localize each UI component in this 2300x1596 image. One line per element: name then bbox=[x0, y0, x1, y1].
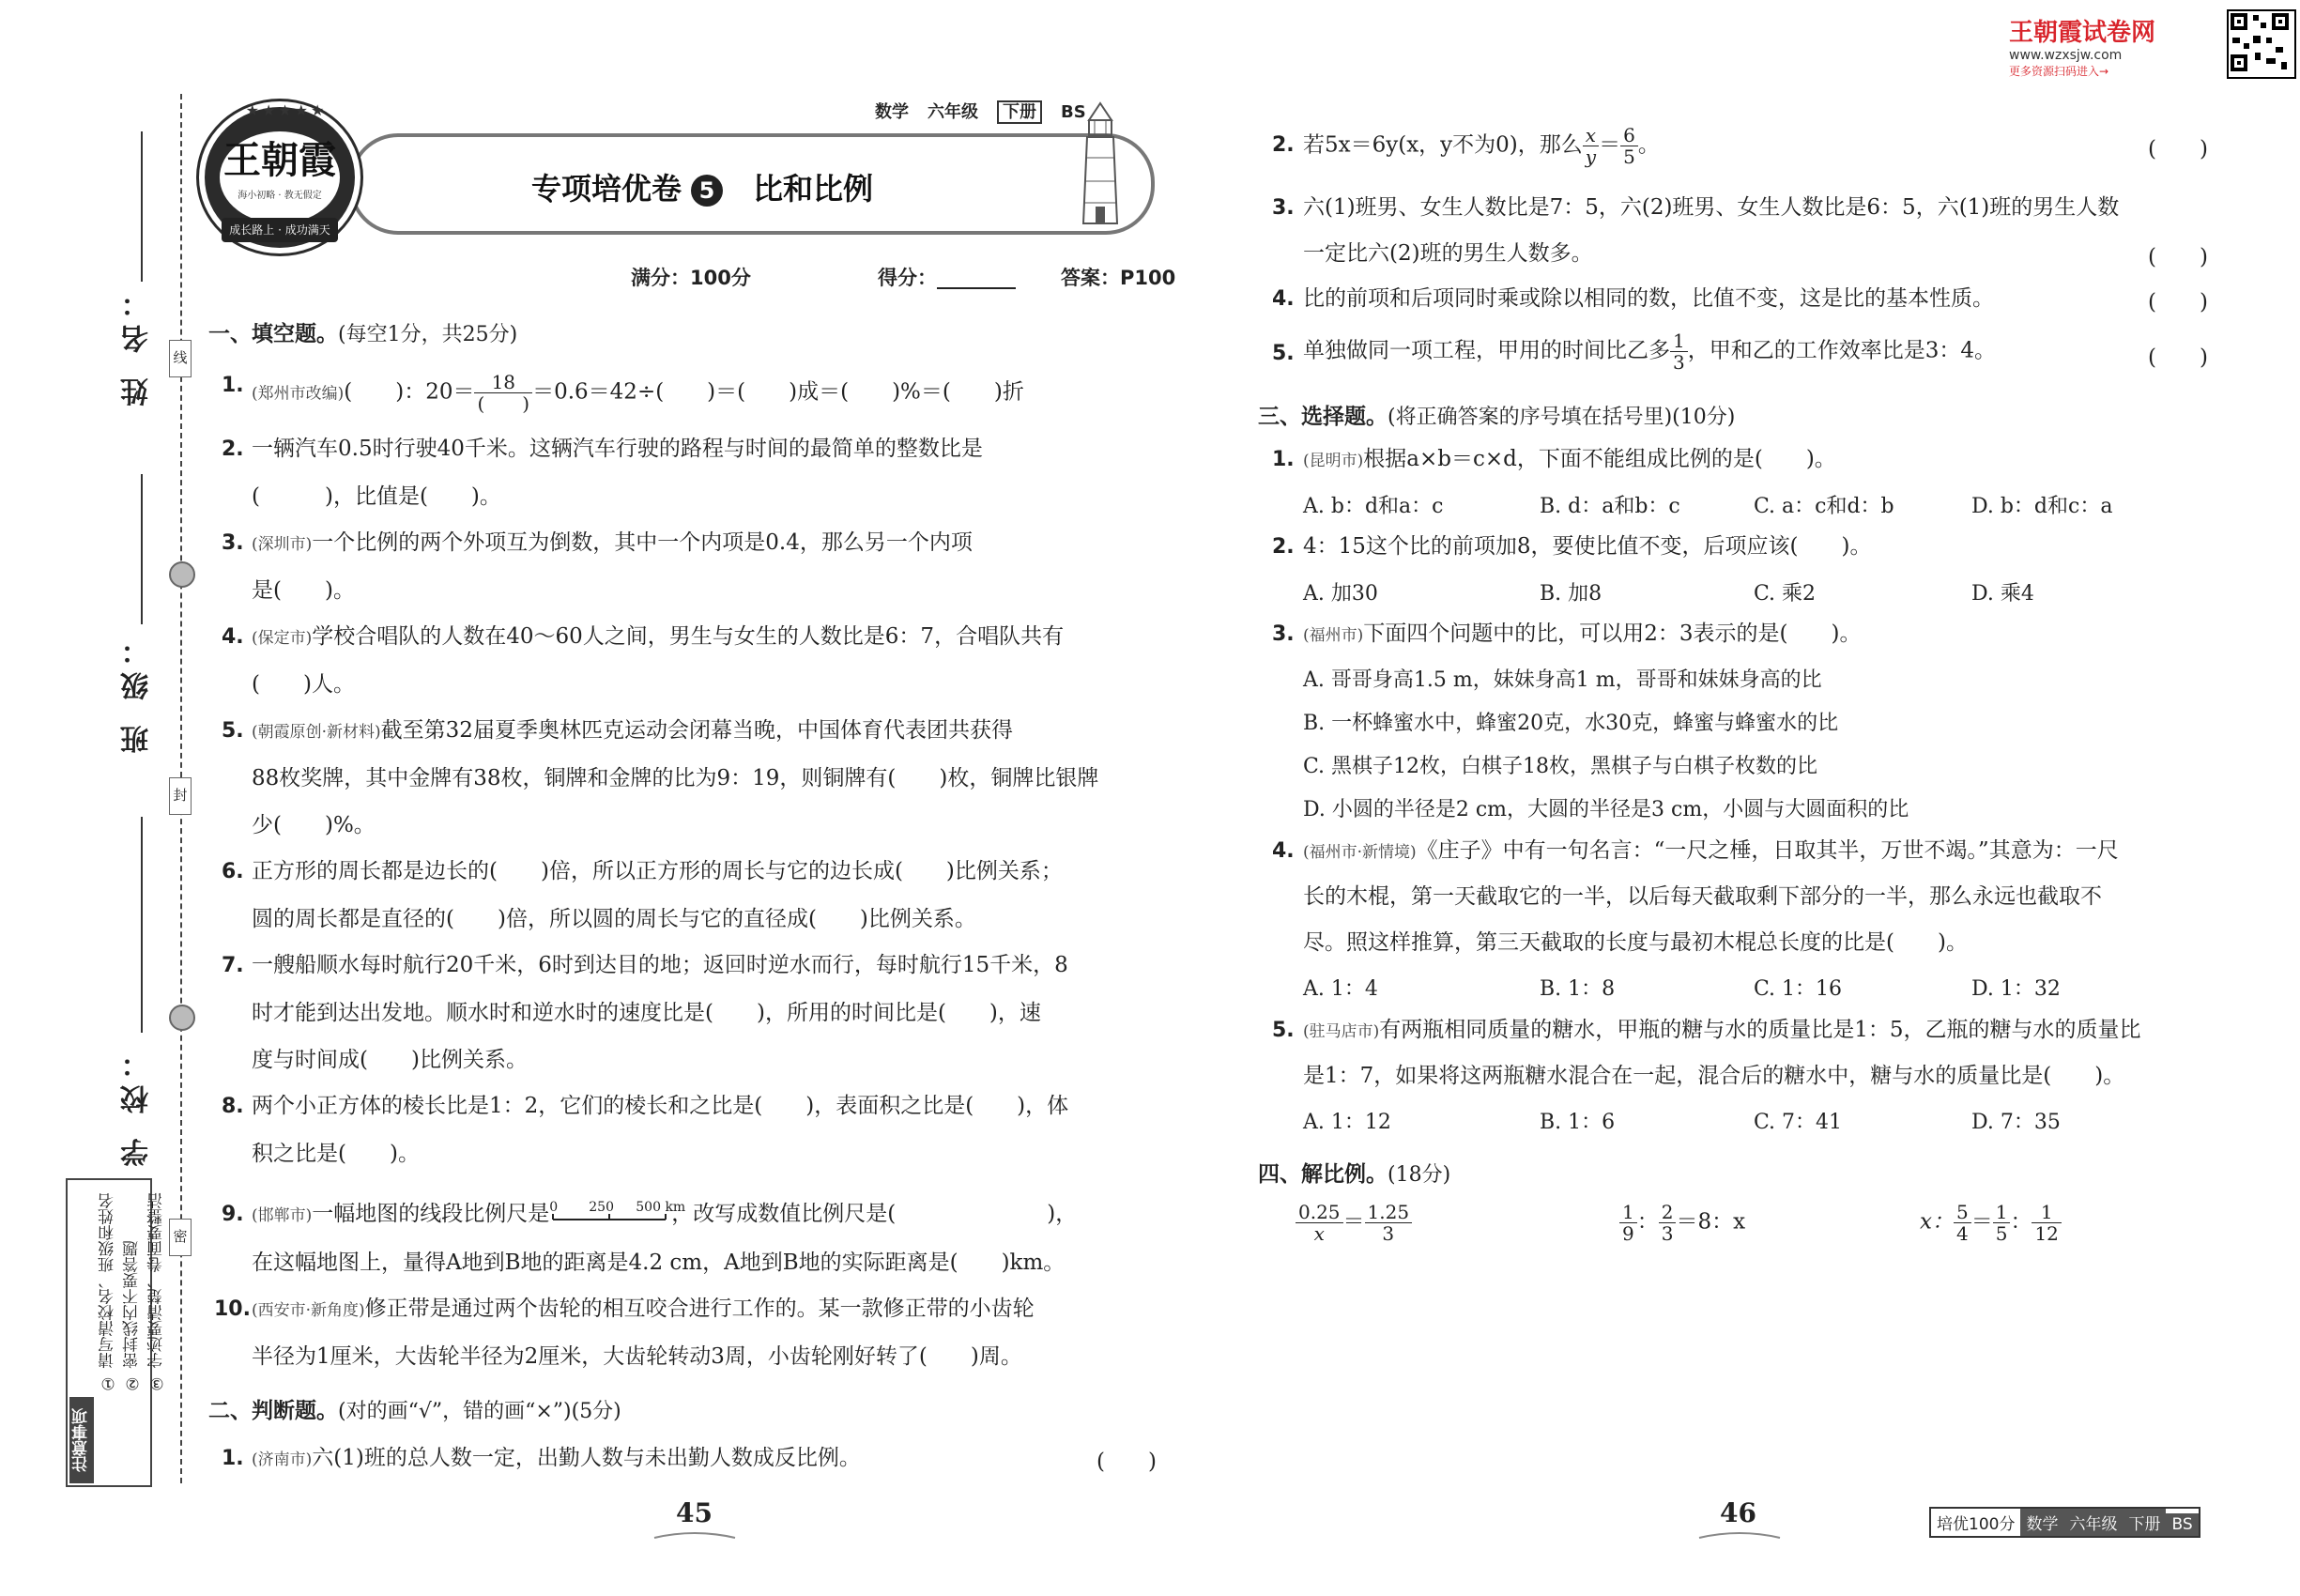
q-text: 一个比例的两个外项互为倒数，其中一个内项是0.4，那么另一个内项 bbox=[312, 530, 973, 555]
notes-list bbox=[96, 1186, 169, 1392]
choice-q4-line3: 尽。照这样推算，第三天截取的长度与最初木棍总长度的比是( )。 bbox=[1303, 930, 1968, 955]
class-field[interactable] bbox=[141, 474, 143, 624]
q-text: 一幅地图的线段比例尺是 bbox=[312, 1202, 550, 1226]
choice-option[interactable]: A. 1：12 bbox=[1303, 1111, 1391, 1134]
frac-den: 5 bbox=[1623, 146, 1635, 168]
fill-q6-line2: 圆的周长都是直径的( )倍，所以圆的周长与它的直径成( )比例关系。 bbox=[252, 907, 976, 931]
section-note: (对的画“√”，错的画“×”)(5分) bbox=[338, 1400, 621, 1423]
binding-hole-icon bbox=[169, 561, 195, 588]
question-number: 7. bbox=[222, 954, 244, 977]
marker-dense: 密 bbox=[169, 1219, 192, 1256]
judge-q3-line2: 一定比六(2)班的男生人数多。 bbox=[1303, 241, 1593, 266]
full-score: 满分：100分 bbox=[631, 267, 751, 289]
frac-den: 3 bbox=[1673, 351, 1685, 374]
choice-option[interactable]: B. 一杯蜂蜜水中，蜂蜜20克，水30克，蜂蜜与蜂蜜水的比 bbox=[1303, 712, 1839, 735]
question-number: 2. bbox=[222, 437, 244, 461]
question-source: (驻马店市) bbox=[1303, 1022, 1380, 1041]
question-source: (朝霞原创·新材料) bbox=[252, 723, 381, 742]
q-text: 根据a×b＝c×d，下面不能组成比例的是( )。 bbox=[1363, 447, 1836, 471]
subject: 数学 bbox=[875, 102, 909, 122]
question-number: 4. bbox=[222, 625, 244, 649]
footer-bar bbox=[1929, 1507, 2200, 1538]
choice-option[interactable]: C. 乘2 bbox=[1754, 582, 1817, 606]
choice-option[interactable]: C. a：c和d：b bbox=[1754, 495, 1894, 518]
judge-q3-line1: 六(1)班男、女生人数比是7：5，六(2)班男、女生人数比是6：5，六(1)班的男生人数 bbox=[1303, 195, 2120, 220]
section-judge-heading bbox=[208, 1393, 621, 1424]
section-solve-heading bbox=[1258, 1157, 1450, 1188]
title-main: 比和比例 bbox=[753, 171, 874, 207]
fill-q7-line3: 度与时间成( )比例关系。 bbox=[252, 1048, 528, 1072]
choice-option[interactable]: C. 1：16 bbox=[1754, 977, 1843, 1001]
frac-den: 3 bbox=[1382, 1222, 1395, 1245]
fill-q7-line1: 一艘船顺水每时航行20千米，6时到达目的地；返回时逆水而行，每时航行15千米，8 bbox=[252, 953, 1068, 977]
q-text: ＝ bbox=[1342, 1209, 1365, 1235]
frac-num: 1 bbox=[1670, 330, 1688, 352]
title-prefix: 专项培优卷 bbox=[531, 171, 682, 207]
frac-num: 18 bbox=[474, 372, 532, 393]
fraction bbox=[474, 372, 532, 414]
frac-den: 12 bbox=[2034, 1222, 2059, 1245]
qr-code-icon[interactable] bbox=[2227, 9, 2296, 79]
choice-option[interactable]: A. 1：4 bbox=[1303, 977, 1378, 1001]
question-number: 6. bbox=[222, 860, 244, 883]
note-item: ② 密封线内不要答题 bbox=[123, 1240, 142, 1392]
judge-q4: 比的前项和后项同时乘或除以相同的数，比值不变，这是比的基本性质。 bbox=[1303, 286, 1994, 311]
q-text: 《庄子》中有一句名言：“一尺之棰，日取其半，万世不竭。”其意为：一尺 bbox=[1416, 838, 2119, 863]
question-number: 5. bbox=[222, 719, 244, 743]
frac-den: x bbox=[1313, 1222, 1325, 1245]
question-number: 3. bbox=[1272, 196, 1295, 220]
answer-blank[interactable]: ( ) bbox=[2148, 290, 2208, 315]
question-number: 2. bbox=[1272, 535, 1295, 559]
choice-option[interactable]: D. 乘4 bbox=[1971, 582, 2034, 606]
brand-tagline: 更多资源扫码进入→ bbox=[2009, 65, 2109, 78]
q-text: 六(1)班的总人数一定，出勤人数与未出勤人数成反比例。 bbox=[312, 1446, 861, 1470]
footer-grade: 六年级 bbox=[2063, 1509, 2123, 1536]
frac-den: ( ) bbox=[477, 392, 530, 415]
footer-subject: 数学 bbox=[2020, 1509, 2063, 1536]
question-number: 10. bbox=[214, 1297, 251, 1321]
choice-option[interactable]: B. d：a和b：c bbox=[1540, 495, 1680, 518]
q-text: ＝0.6＝42÷( )＝( )成＝( )%＝( )折 bbox=[532, 379, 1024, 405]
choice-q4-line2: 长的木棍，第一天截取它的一半，以后每天截取剩下部分的一半，那么永远也截取不 bbox=[1303, 884, 2102, 909]
marker-line: 线 bbox=[169, 340, 192, 377]
footer-label: 培优100分 bbox=[1937, 1515, 2016, 1534]
frac-num: 1 bbox=[1993, 1202, 2011, 1223]
section-note: (每空1分，共25分) bbox=[338, 323, 518, 346]
frac-num: 2 bbox=[1659, 1202, 1677, 1223]
school-label: 学 校： bbox=[121, 1042, 154, 1167]
fill-q3-line1 bbox=[252, 529, 973, 559]
question-number: 3. bbox=[222, 531, 244, 555]
logo-slogan: 海小初略 · 教无假定 bbox=[238, 191, 322, 201]
choice-option[interactable]: A. b：d和a：c bbox=[1303, 495, 1444, 518]
fraction bbox=[1583, 125, 1599, 167]
question-source: (福州市) bbox=[1303, 626, 1364, 645]
answer-ref: 答案：P100 bbox=[1061, 267, 1176, 289]
name-field[interactable] bbox=[141, 131, 143, 282]
frac-num: 1.25 bbox=[1365, 1202, 1413, 1223]
grade: 六年级 bbox=[928, 102, 978, 122]
frac-num: x bbox=[1583, 125, 1599, 146]
note-item: ③ 字迹要清楚、卷面要整洁 bbox=[147, 1192, 166, 1392]
choice-q5-line1 bbox=[1303, 1016, 2141, 1046]
page-number-right: 46 bbox=[1720, 1497, 1756, 1528]
binding-hole-icon bbox=[169, 1005, 195, 1031]
judge-q1 bbox=[252, 1444, 861, 1474]
question-number: 1. bbox=[222, 374, 244, 397]
q-text: 学校合唱队的人数在40～60人之间，男生与女生的人数比是6：7，合唱队共有 bbox=[312, 624, 1065, 649]
question-source: (福州市·新情境) bbox=[1303, 843, 1417, 862]
frac-num: 5 bbox=[1954, 1202, 1971, 1223]
scale-tick-label: 250 bbox=[589, 1200, 614, 1215]
q-text: ＝ bbox=[1599, 132, 1621, 158]
frac-den: 5 bbox=[1995, 1222, 2008, 1245]
q-text: 。 bbox=[1637, 132, 1660, 158]
school-field[interactable] bbox=[141, 817, 143, 1033]
section-title: 一、填空题。 bbox=[208, 322, 338, 346]
question-source: (郑州市改编) bbox=[252, 384, 345, 404]
choice-q2: 4：15这个比的前项加8，要使比值不变，后项应该( )。 bbox=[1303, 534, 1872, 559]
question-number: 2. bbox=[1272, 133, 1295, 157]
fill-q1 bbox=[252, 372, 1024, 414]
question-number: 4. bbox=[1272, 839, 1295, 863]
scale-tick-label: 0 bbox=[549, 1200, 559, 1215]
fill-q2-line1: 一辆汽车0.5时行驶40千米。这辆汽车行驶的路程与时间的最简单的整数比是 bbox=[252, 437, 983, 461]
fraction bbox=[1296, 1202, 1343, 1244]
frac-den: 4 bbox=[1955, 1222, 1969, 1245]
judge-q5 bbox=[1303, 330, 1996, 373]
brand-url: www.wzxsjw.com bbox=[2009, 48, 2123, 63]
fill-q8-line2: 积之比是( )。 bbox=[252, 1142, 420, 1166]
frac-num: 6 bbox=[1620, 125, 1638, 146]
fill-q4-line1 bbox=[252, 622, 1064, 652]
choice-option[interactable]: B. 加8 bbox=[1540, 582, 1602, 606]
q-text: ＝ bbox=[1970, 1209, 1993, 1235]
fill-q5-line1 bbox=[252, 716, 1013, 746]
choice-q4-line1 bbox=[1303, 836, 2119, 867]
choice-q3 bbox=[1303, 620, 1861, 650]
fraction bbox=[1993, 1202, 2011, 1244]
question-source: (西安市·新角度) bbox=[252, 1301, 365, 1320]
notes-box bbox=[66, 1178, 166, 1487]
q-text: 若5x＝6y(x，y不为0)，那么 bbox=[1303, 132, 1583, 158]
choice-q5-line2: 是1：7，如果将这两瓶糖水混合在一起，混合后的糖水中，糖与水的质量比是( )。 bbox=[1303, 1064, 2125, 1088]
fill-q6-line1: 正方形的周长都是边长的( )倍，所以正方形的周长与它的边长成( )比例关系； bbox=[252, 859, 1063, 883]
fill-q10-line1 bbox=[252, 1295, 1035, 1325]
wave-ornament-icon bbox=[1697, 1530, 1782, 1543]
proportion-3 bbox=[1920, 1202, 2062, 1244]
class-label: 班 级： bbox=[121, 629, 154, 754]
logo-ribbon: 成长路上 · 成功满天 bbox=[222, 218, 338, 242]
fill-q2-line2: ( )，比值是( )。 bbox=[252, 484, 501, 509]
fill-q9-line1 bbox=[252, 1200, 1077, 1230]
q-text: 有两瓶相同质量的糖水，甲瓶的糖与水的质量比是1：5，乙瓶的糖与水的质量比 bbox=[1379, 1018, 2141, 1042]
frac-den: y bbox=[1585, 146, 1597, 168]
name-label: 姓 名： bbox=[121, 282, 154, 407]
frac-num: 0.25 bbox=[1296, 1202, 1343, 1223]
frac-num: 1 bbox=[2032, 1202, 2061, 1223]
frac-den: 3 bbox=[1661, 1222, 1674, 1245]
q-text: ＝8：x bbox=[1676, 1209, 1746, 1235]
logo-name: 王朝霞 bbox=[223, 138, 336, 182]
fill-q9-line2: 在这幅地图上，量得A地到B地的距离是4.2 cm，A地到B地的实际距离是( )km。 bbox=[252, 1251, 1066, 1275]
title-number-badge: 5 bbox=[691, 175, 723, 207]
section-title: 二、判断题。 bbox=[208, 1399, 338, 1423]
volume: 下册 bbox=[997, 100, 1042, 124]
question-number: 1. bbox=[1272, 448, 1295, 471]
choice-option[interactable]: C. 7：41 bbox=[1754, 1111, 1843, 1134]
answer-blank[interactable]: ( ) bbox=[2148, 345, 2208, 370]
fraction bbox=[1670, 330, 1688, 373]
edition: BS bbox=[1061, 102, 1086, 122]
note-item: ① 请写清校名、班级和姓名 bbox=[99, 1192, 117, 1392]
answer-blank[interactable]: ( ) bbox=[1096, 1450, 1157, 1474]
fill-q8-line1: 两个小正方体的棱长比是1：2，它们的棱长和之比是( )，表面积之比是( )，体 bbox=[252, 1094, 1069, 1118]
choice-option[interactable]: A. 加30 bbox=[1303, 582, 1378, 606]
q-text: 截至第32届夏季奥林匹克运动会闭幕当晚，中国体育代表团共获得 bbox=[380, 718, 1013, 743]
publisher-logo bbox=[199, 101, 360, 253]
section-title: 三、选择题。 bbox=[1258, 405, 1388, 429]
brand-block bbox=[2009, 13, 2155, 79]
fraction bbox=[1954, 1202, 1971, 1244]
fill-q10-line2: 半径为1厘米，大齿轮半径为2厘米，大齿轮转动3周，小齿轮刚好转了( )周。 bbox=[252, 1344, 1022, 1369]
q-text: ： bbox=[1636, 1209, 1659, 1235]
question-number: 5. bbox=[1272, 1019, 1295, 1042]
choice-option[interactable]: D. 小圆的半径是2 cm，大圆的半径是3 cm，小圆与大圆面积的比 bbox=[1303, 798, 1909, 821]
question-number: 3. bbox=[1272, 622, 1295, 646]
lighthouse-icon bbox=[1078, 101, 1123, 228]
scale-tick-label: 500 km bbox=[636, 1200, 686, 1215]
question-source: (济南市) bbox=[252, 1450, 313, 1469]
title-banner bbox=[349, 133, 1155, 235]
question-number: 8. bbox=[222, 1095, 244, 1118]
frac-den: 9 bbox=[1622, 1222, 1634, 1245]
scale-bar bbox=[549, 1200, 686, 1229]
page-title bbox=[531, 165, 873, 208]
choice-option[interactable]: C. 黑棋子12枚，白棋子18枚，黑棋子与白棋子枚数的比 bbox=[1303, 755, 1818, 778]
fraction bbox=[1659, 1202, 1677, 1244]
fill-q7-line2: 时才能到达出发地。顺水时和逆水时的速度比是( )，所用的时间比是( )，速 bbox=[252, 1001, 1041, 1025]
q-text: ，甲和乙的工作效率比是3：4。 bbox=[1687, 338, 1997, 363]
subject-bar bbox=[875, 99, 1105, 123]
answer-blank[interactable]: ( ) bbox=[2148, 137, 2208, 161]
question-number: 9. bbox=[222, 1203, 244, 1226]
q-text: x： bbox=[1920, 1209, 1954, 1235]
fraction bbox=[1365, 1202, 1413, 1244]
choice-option[interactable]: B. 1：8 bbox=[1540, 977, 1616, 1001]
q-text: ，改写成数值比例尺是( )， bbox=[671, 1202, 1078, 1226]
choice-option[interactable]: A. 哥哥身高1.5 m，妹妹身高1 m，哥哥和妹妹身高的比 bbox=[1303, 668, 1822, 692]
choice-q1 bbox=[1303, 445, 1836, 475]
question-number: 1. bbox=[222, 1447, 244, 1470]
question-source: (保定市) bbox=[252, 629, 313, 648]
fill-q3-line2: 是( )。 bbox=[252, 578, 355, 603]
answer-blank[interactable]: ( ) bbox=[2148, 245, 2208, 269]
choice-option[interactable]: D. 1：32 bbox=[1971, 977, 2061, 1001]
fill-q5-line3: 少( )%。 bbox=[252, 813, 376, 837]
notes-heading: 注意事项 bbox=[69, 1397, 94, 1483]
question-source: (昆明市) bbox=[1303, 452, 1364, 470]
choice-option[interactable]: B. 1：6 bbox=[1540, 1111, 1616, 1134]
score-field[interactable]: 得分：________ bbox=[878, 267, 1016, 289]
section-fill-heading bbox=[208, 316, 517, 347]
question-number: 4. bbox=[1272, 287, 1295, 311]
q-text: 修正带是通过两个齿轮的相互咬合进行工作的。某一款修正带的小齿轮 bbox=[364, 1297, 1035, 1321]
stars-icon: ★★★★★ bbox=[245, 101, 328, 119]
page-number-left: 45 bbox=[676, 1497, 713, 1528]
q-text: 下面四个问题中的比，可以用2：3表示的是( )。 bbox=[1363, 622, 1862, 646]
question-number: 5. bbox=[1272, 342, 1295, 365]
marker-seal: 封 bbox=[169, 777, 192, 815]
fraction bbox=[1620, 125, 1638, 167]
proportion-2 bbox=[1619, 1202, 1745, 1244]
fraction bbox=[2032, 1202, 2061, 1244]
section-choice-heading bbox=[1258, 399, 1735, 430]
wave-ornament-icon bbox=[652, 1530, 737, 1543]
proportion-1 bbox=[1296, 1202, 1412, 1244]
judge-q2 bbox=[1303, 125, 1660, 167]
section-note: (将正确答案的序号填在括号里)(10分) bbox=[1388, 406, 1736, 429]
q-text: ( )：20＝ bbox=[344, 379, 475, 405]
question-source: (邯郸市) bbox=[252, 1206, 313, 1225]
fill-q5-line2: 88枚奖牌，其中金牌有38枚，铜牌和金牌的比为9：19，则铜牌有( )枚，铜牌比银牌 bbox=[252, 766, 1099, 790]
choice-option[interactable]: D. 7：35 bbox=[1971, 1111, 2061, 1134]
choice-option[interactable]: D. b：d和c：a bbox=[1971, 495, 2113, 518]
fraction bbox=[1619, 1202, 1637, 1244]
footer-edition: BS bbox=[2166, 1513, 2198, 1536]
frac-num: 1 bbox=[1619, 1202, 1637, 1223]
footer-volume: 下册 bbox=[2123, 1509, 2166, 1536]
q-text: 单独做同一项工程，甲用的时间比乙多 bbox=[1303, 338, 1670, 363]
section-note: (18分) bbox=[1388, 1163, 1451, 1187]
brand-name: 王朝霞试卷网 bbox=[2009, 19, 2156, 47]
q-text: ： bbox=[2010, 1209, 2032, 1235]
section-title: 四、解比例。 bbox=[1258, 1162, 1388, 1187]
question-source: (深圳市) bbox=[252, 535, 313, 554]
fill-q4-line2: ( )人。 bbox=[252, 672, 355, 697]
